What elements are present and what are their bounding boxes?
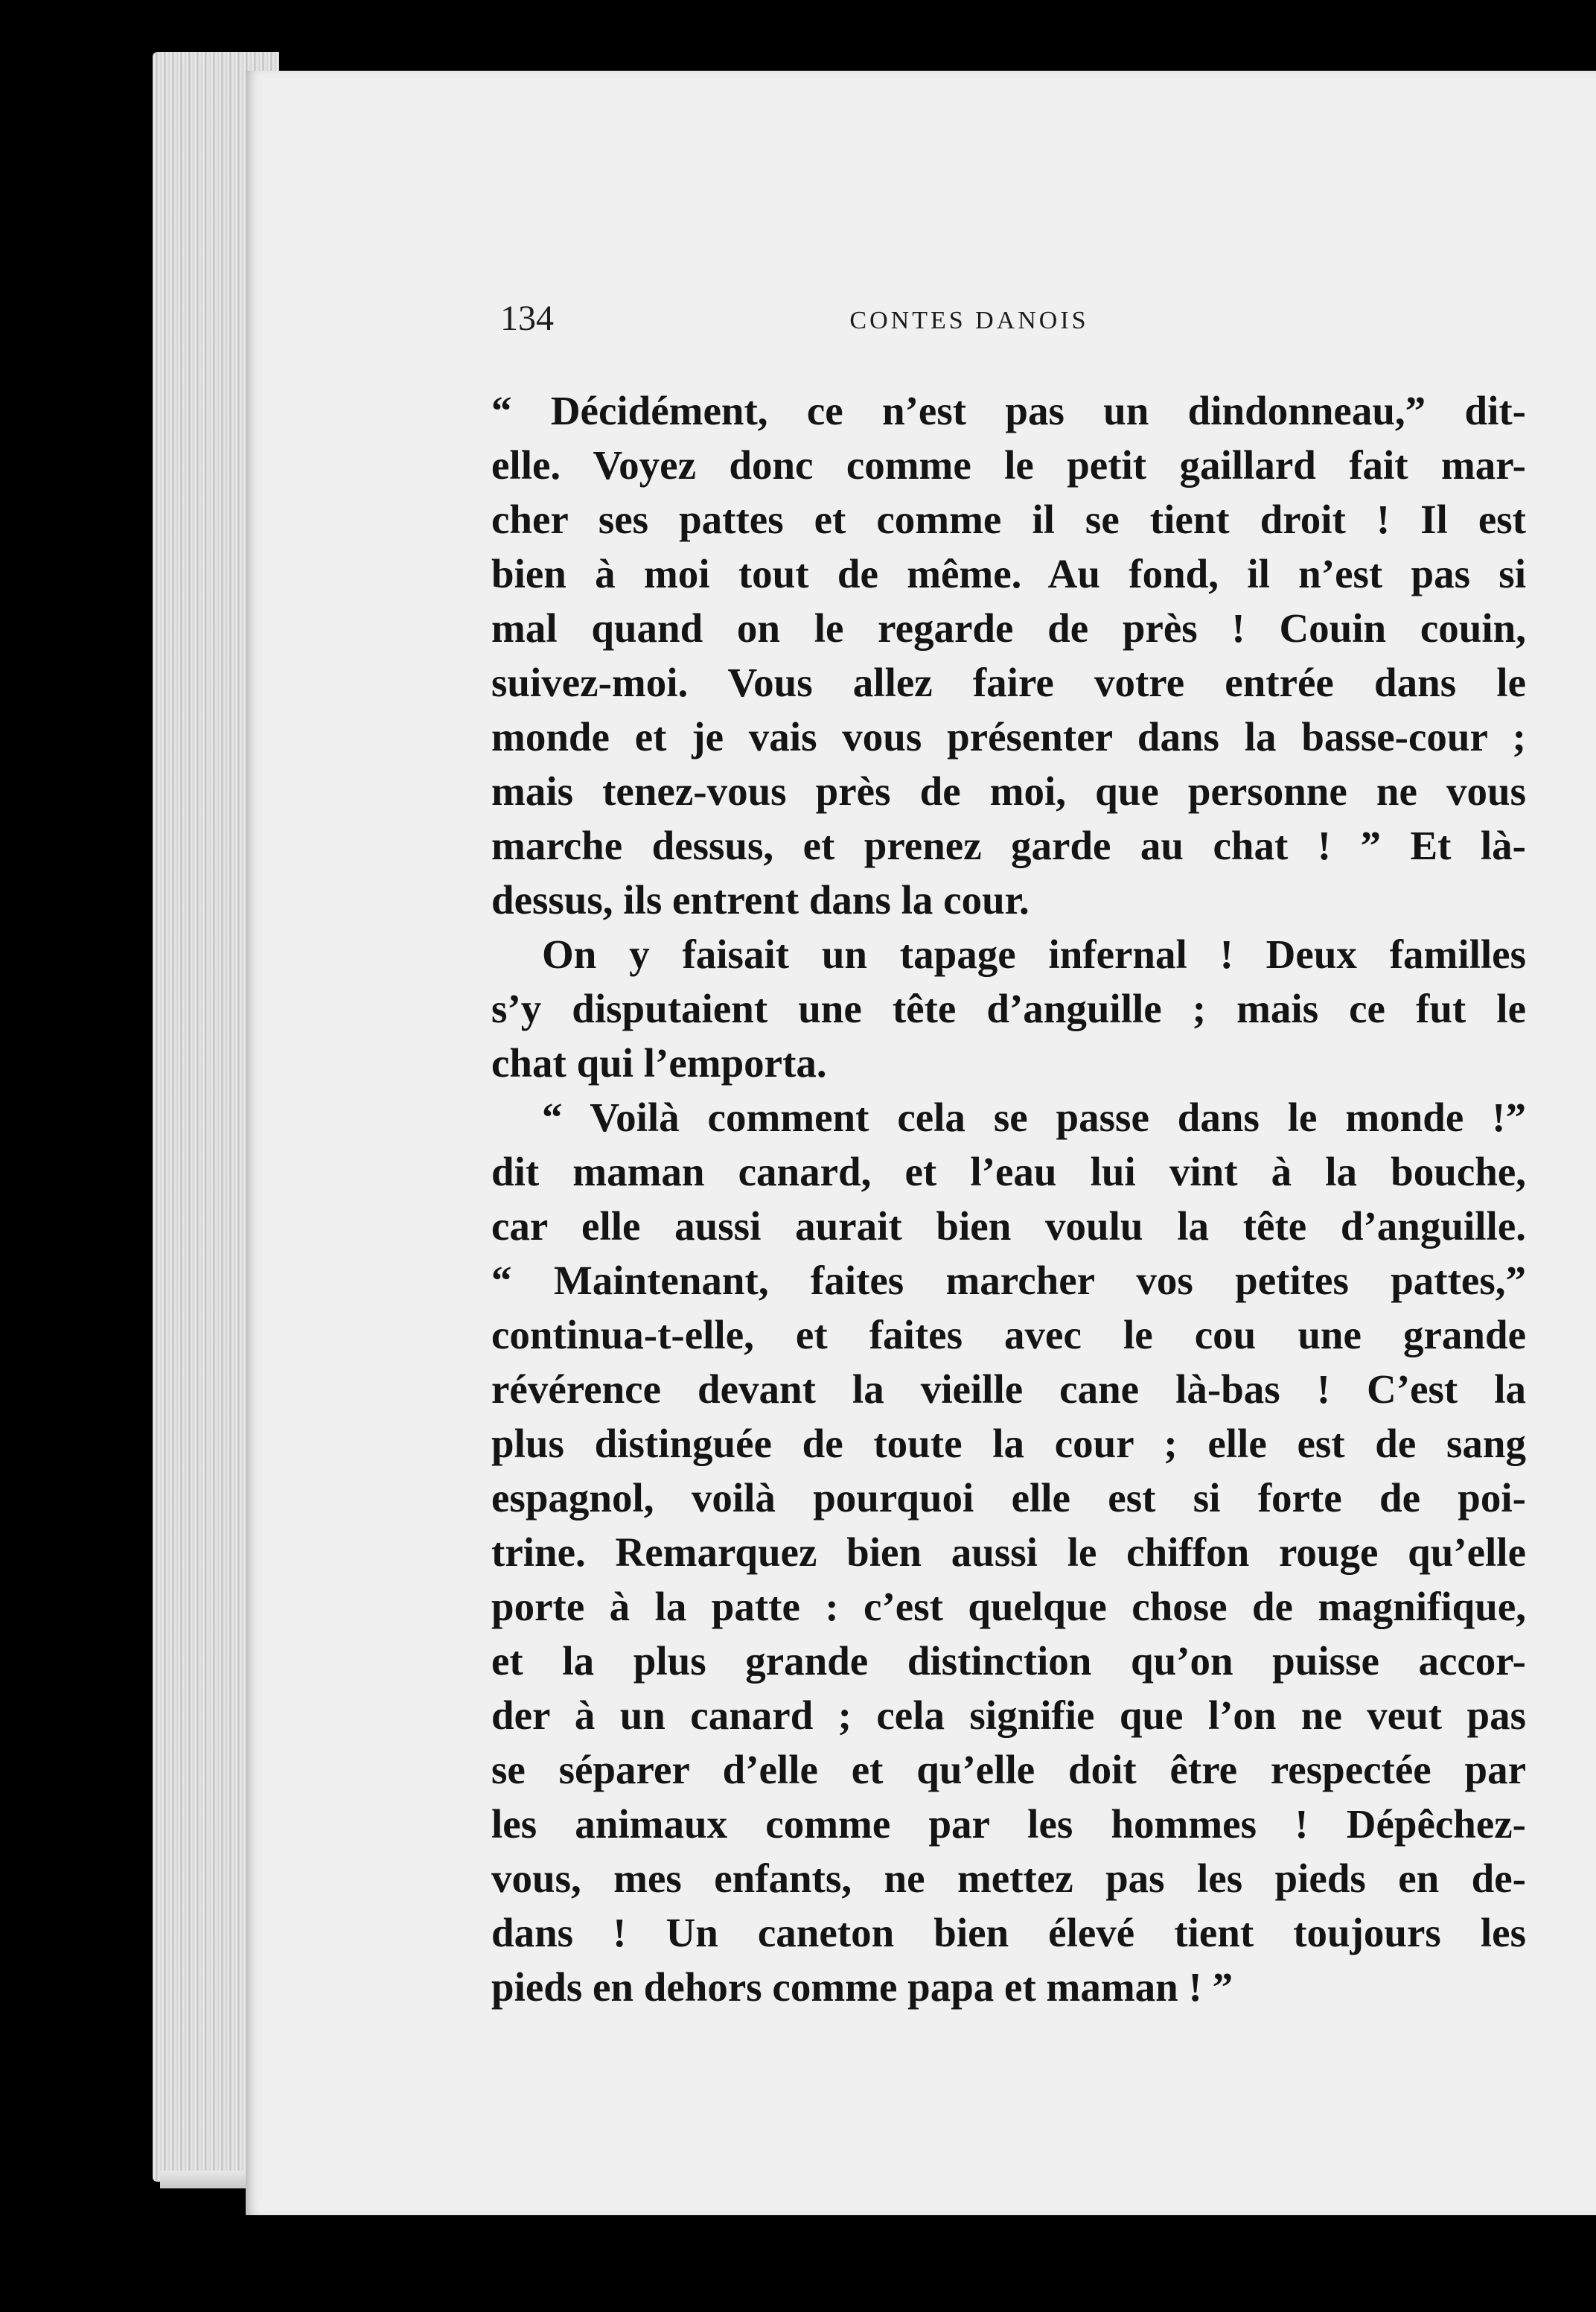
text-line: chat qui l’emporta.: [491, 1040, 827, 1086]
text-line: les animaux comme par les hommes ! Dépêchez-: [491, 1801, 1526, 1847]
text-line: suivez-moi. Vous allez faire votre entrée dans le: [491, 660, 1526, 705]
text-line: espagnol, voilà pourquoi elle est si forte de poi-: [491, 1475, 1526, 1520]
page-number: 134: [500, 299, 554, 338]
text-line: monde et je vais vous présenter dans la basse-cour ;: [491, 714, 1526, 759]
text-line: vous, mes enfants, ne mettez pas les pieds en de-: [491, 1856, 1526, 1901]
text-line: “ Décidément, ce n’est pas un dindonneau,” dit-: [491, 388, 1526, 433]
text-line: marche dessus, et prenez garde au chat ! ” Et là-: [491, 823, 1526, 868]
text-line: s’y disputaient une tête d’anguille ; mais ce fut le: [491, 986, 1526, 1031]
text-line: et la plus grande distinction qu’on puisse accor-: [491, 1638, 1526, 1684]
text-line: mais tenez-vous près de moi, que personne ne vous: [491, 768, 1526, 814]
text-line: porte à la patte : c’est quelque chose de magnifique,: [491, 1584, 1526, 1629]
body-text: [491, 383, 1526, 2014]
text-line: trine. Remarquez bien aussi le chiffon rouge qu’elle: [491, 1529, 1526, 1575]
text-line: “ Maintenant, faites marcher vos petites pattes,”: [491, 1258, 1526, 1303]
text-line: car elle aussi aurait bien voulu la tête d’anguille.: [491, 1203, 1526, 1249]
text-line: dans ! Un caneton bien élevé tient toujours les: [491, 1910, 1526, 1955]
text-line: continua-t-elle, et faites avec le cou une grande: [491, 1312, 1526, 1357]
text-line: “ Voilà comment cela se passe dans le monde !”: [542, 1095, 1526, 1140]
text-line: se séparer d’elle et qu’elle doit être respectée par: [491, 1747, 1526, 1792]
text-line: der à un canard ; cela signifie que l’on ne veut pas: [491, 1692, 1526, 1738]
text-line: dessus, ils entrent dans la cour.: [491, 877, 1030, 923]
text-line: On y faisait un tapage infernal ! Deux familles: [542, 932, 1526, 977]
text-line: cher ses pattes et comme il se tient droit ! Il est: [491, 497, 1526, 542]
text-line: révérence devant la vieille cane là-bas ! C’est la: [491, 1366, 1526, 1412]
running-head: CONTES DANOIS: [849, 307, 1089, 334]
page-header: [500, 298, 1528, 343]
text-line: plus distinguée de toute la cour ; elle est de sang: [491, 1421, 1526, 1466]
text-line: mal quand on le regarde de près ! Couin couin,: [491, 605, 1526, 651]
text-line: bien à moi tout de même. Au fond, il n’est pas si: [491, 551, 1526, 596]
text-line: elle. Voyez donc comme le petit gaillard fait mar-: [491, 442, 1526, 488]
text-line: dit maman canard, et l’eau lui vint à la bouche,: [491, 1149, 1526, 1194]
text-line: pieds en dehors comme papa et maman ! ”: [491, 1964, 1233, 2010]
